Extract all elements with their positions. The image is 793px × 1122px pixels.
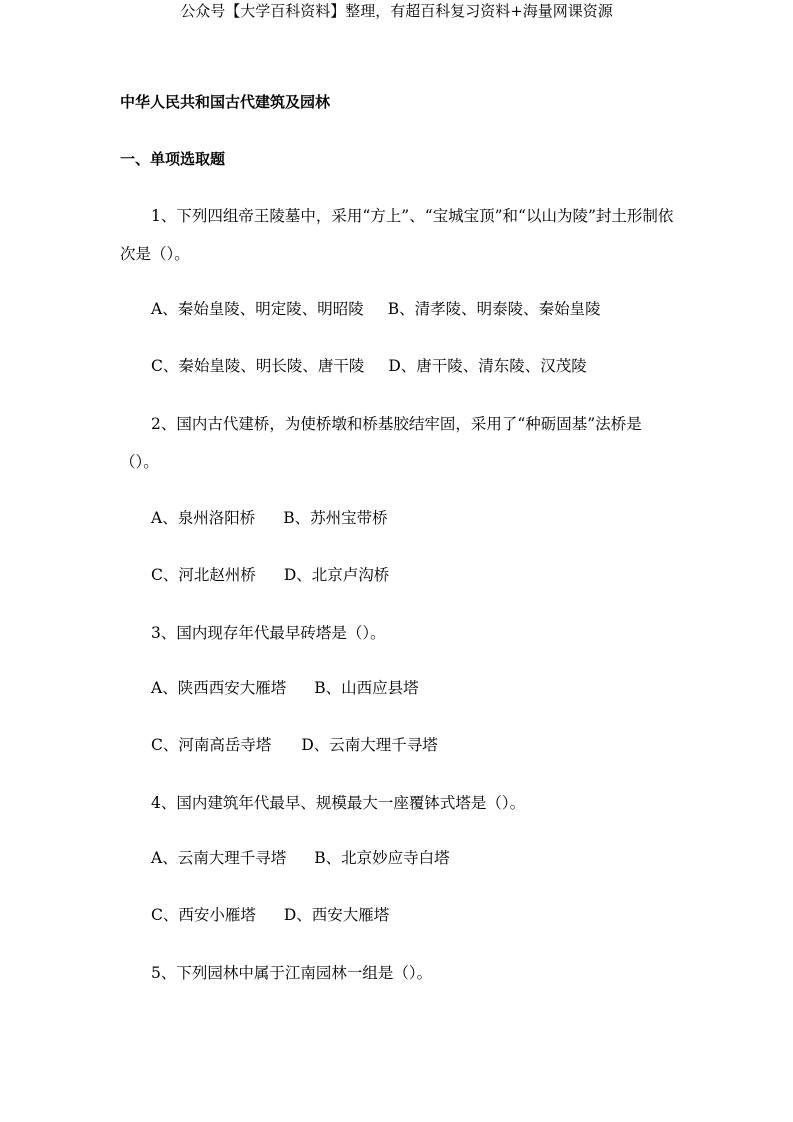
option-2a: A、泉州洛阳桥: [151, 509, 256, 527]
options-row-3a: [151, 677, 419, 699]
section-heading: 一、单项选取题: [120, 150, 226, 168]
options-row-3b: [151, 734, 438, 756]
question-5: 5、下列园林中属于江南园林一组是（）。: [151, 964, 433, 982]
option-1c: C、秦始皇陵、明长陵、唐干陵: [151, 357, 365, 375]
options-row-1b: [151, 355, 587, 377]
question-3: 3、国内现存年代最早砖塔是（）。: [151, 624, 386, 642]
question-2: 2、国内古代建桥，为使桥墩和桥基胶结牢固，采用了“种砺固基”法桥是（）。: [120, 415, 642, 471]
option-4d: D、西安大雁塔: [283, 906, 390, 924]
option-1b: B、清孝陵、明泰陵、秦始皇陵: [387, 300, 601, 318]
option-3d: D、云南大理千寻塔: [301, 736, 438, 754]
question-4: 4、国内建筑年代最早、规模最大一座覆钵式塔是（）。: [151, 794, 526, 812]
document-title: 中华人民共和国古代建筑及园林: [120, 93, 331, 111]
option-2d: D、北京卢沟桥: [283, 566, 390, 584]
option-1d: D、唐干陵、清东陵、汉茂陵: [388, 357, 587, 375]
option-3c: C、河南高岳寺塔: [151, 736, 272, 754]
options-row-2a: [151, 507, 388, 529]
option-3b: B、山西应县塔: [314, 679, 419, 697]
option-2b: B、苏州宝带桥: [283, 509, 388, 527]
options-row-4a: [151, 847, 450, 869]
option-4b: B、北京妙应寺白塔: [314, 849, 450, 867]
option-1a: A、秦始皇陵、明定陵、明昭陵: [151, 300, 364, 318]
option-4c: C、西安小雁塔: [151, 906, 256, 924]
option-4a: A、云南大理千寻塔: [151, 849, 287, 867]
option-3a: A、陕西西安大雁塔: [151, 679, 287, 697]
page-header: 公众号【大学百科资料】整理，有超百科复习资料+海量网课资源: [180, 2, 613, 20]
options-row-4b: [151, 904, 389, 926]
option-2c: C、河北赵州桥: [151, 566, 256, 584]
question-1: 1、下列四组帝王陵墓中，采用“方上”、“宝城宝顶”和“以山为陵”封土形制依次是（）。: [120, 207, 674, 263]
options-row-1a: [151, 298, 601, 320]
options-row-2b: [151, 564, 389, 586]
